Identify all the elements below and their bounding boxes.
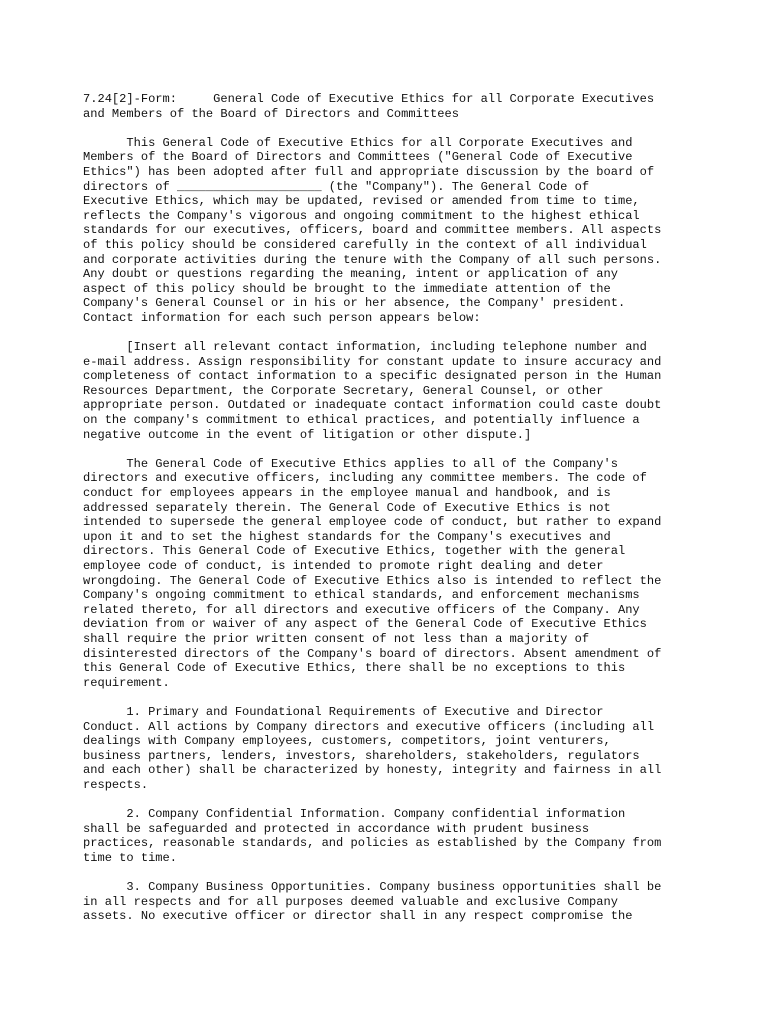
- paragraph-line: 3. Company Business Opportunities. Company business opportunities shall be: [83, 880, 662, 895]
- paragraph: [83, 807, 703, 865]
- paragraph-line: directors of ____________________ (the "Company"). The General Code of: [83, 179, 590, 194]
- paragraph: [83, 340, 703, 442]
- paragraph-line: Resources Department, the Corporate Secretary, General Counsel, or other: [83, 383, 604, 398]
- paragraph-line: practices, reasonable standards, and policies as established by the Company from: [83, 836, 662, 851]
- document-body: [83, 136, 703, 924]
- paragraph-line: requirement.: [83, 675, 170, 690]
- paragraph-line: Conduct. All actions by Company directors and executive officers (including all: [83, 719, 655, 734]
- heading-line: and Members of the Board of Directors and Committees: [83, 106, 459, 121]
- paragraph-line: Contact information for each such person appears below:: [83, 310, 481, 325]
- paragraph-line: and corporate activities during the tenure with the Company of all such persons.: [83, 252, 662, 267]
- paragraph-line: dealings with Company employees, customers, competitors, joint venturers,: [83, 734, 611, 749]
- paragraph-line: in all respects and for all purposes deemed valuable and exclusive Company: [83, 894, 618, 909]
- paragraph-line: this General Code of Executive Ethics, there shall be no exceptions to this: [83, 661, 626, 676]
- paragraph: [83, 705, 703, 793]
- paragraph-line: upon it and to set the highest standards for the Company's executives and: [83, 529, 611, 544]
- paragraph: [83, 457, 703, 691]
- paragraph-line: standards for our executives, officers, board and committee members. All aspects: [83, 223, 662, 238]
- paragraph-line: directors and executive officers, including any committee members. The code of: [83, 471, 647, 486]
- document-page: [83, 92, 703, 924]
- paragraph-line: negative outcome in the event of litigation or other dispute.]: [83, 427, 532, 442]
- paragraph-line: This General Code of Executive Ethics for all Corporate Executives and: [83, 135, 633, 150]
- paragraph-line: Company's ongoing commitment to ethical standards, and enforcement mechanisms: [83, 588, 640, 603]
- paragraph: [83, 880, 703, 924]
- paragraph-line: wrongdoing. The General Code of Executive Ethics also is intended to reflect the: [83, 573, 662, 588]
- paragraph-line: 2. Company Confidential Information. Company confidential information: [83, 807, 626, 822]
- paragraph-line: [Insert all relevant contact information, including telephone number and: [83, 340, 647, 355]
- paragraph-line: employee code of conduct, is intended to promote right dealing and deter: [83, 559, 604, 573]
- paragraph-line: of this policy should be considered carefully in the context of all individual: [83, 237, 647, 252]
- paragraph-line: and each other) shall be characterized by honesty, integrity and fairness in all: [83, 763, 662, 778]
- paragraph-line: e-mail address. Assign responsibility for constant update to insure accuracy and: [83, 354, 662, 369]
- paragraph-line: directors. This General Code of Executive Ethics, together with the general: [83, 544, 626, 559]
- paragraph-line: respects.: [83, 777, 149, 792]
- paragraph: [83, 136, 703, 326]
- heading-line: 7.24[2]-Form: General Code of Executive Ethics for all Corporate Executives: [83, 92, 655, 106]
- paragraph-line: Any doubt or questions regarding the meaning, intent or application of any: [83, 267, 618, 282]
- paragraph-line: appropriate person. Outdated or inadequate contact information could caste doubt: [83, 398, 662, 413]
- paragraph-line: reflects the Company's vigorous and ongoing commitment to the highest ethical: [83, 208, 640, 223]
- paragraph-line: shall require the prior written consent of not less than a majority of: [83, 631, 590, 646]
- paragraph-line: business partners, lenders, investors, shareholders, stakeholders, regulators: [83, 748, 640, 763]
- document-heading: [83, 92, 703, 121]
- paragraph-line: 1. Primary and Foundational Requirements of Executive and Director: [83, 704, 604, 719]
- paragraph-line: Company's General Counsel or in his or her absence, the Company' president.: [83, 296, 626, 311]
- paragraph-line: Ethics") has been adopted after full and appropriate discussion by the board of: [83, 164, 655, 179]
- paragraph-line: assets. No executive officer or director shall in any respect compromise the: [83, 909, 633, 924]
- paragraph-line: intended to supersede the general employee code of conduct, but rather to expand: [83, 515, 662, 530]
- paragraph-line: Executive Ethics, which may be updated, revised or amended from time to time,: [83, 194, 640, 209]
- paragraph-line: on the company's commitment to ethical practices, and potentially influence a: [83, 413, 640, 428]
- paragraph-line: time to time.: [83, 850, 177, 865]
- paragraph-line: The General Code of Executive Ethics applies to all of the Company's: [83, 456, 618, 471]
- paragraph-line: Members of the Board of Directors and Committees ("General Code of Executive: [83, 150, 633, 165]
- paragraph-line: aspect of this policy should be brought to the immediate attention of the: [83, 281, 611, 296]
- paragraph-line: deviation from or waiver of any aspect of the General Code of Executive Ethics: [83, 617, 647, 632]
- paragraph-line: completeness of contact information to a specific designated person in the Human: [83, 369, 662, 384]
- paragraph-line: conduct for employees appears in the employee manual and handbook, and is: [83, 486, 611, 501]
- paragraph-line: related thereto, for all directors and executive officers of the Company. Any: [83, 602, 640, 617]
- paragraph-line: addressed separately therein. The General Code of Executive Ethics is not: [83, 500, 611, 515]
- paragraph-line: shall be safeguarded and protected in accordance with prudent business: [83, 821, 590, 836]
- paragraph-line: disinterested directors of the Company's board of directors. Absent amendment of: [83, 646, 662, 661]
